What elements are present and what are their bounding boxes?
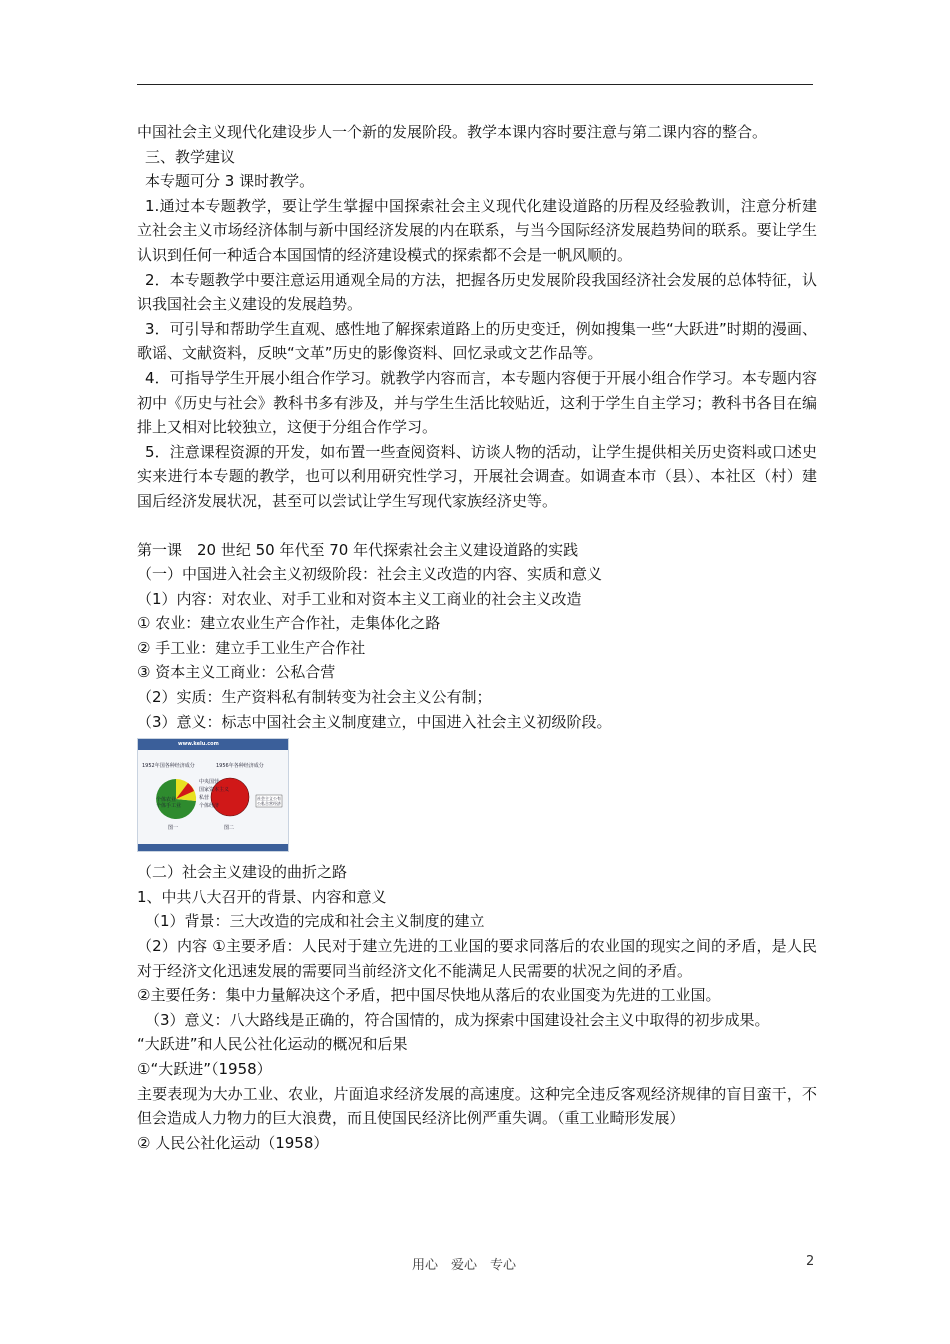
pie1-title: 1952年国各种经济成分 (142, 763, 195, 770)
paragraph: ① 农业：建立农业生产合作社，走集体化之路 (137, 614, 441, 633)
paragraph: ② 人民公社化运动（1958） (137, 1133, 329, 1152)
paragraph: 1.通过本专题教学，要让学生掌握中国探索社会主义现代化建设道路的历程及经验教训，注意分析建立社会主义市场经济体制与新中国经济发展的内在联系，与当今国际经济发展趋势间的联系。要让学生认识到任何一种适合本国国情的经济建设模式的探索都不会是一帆风顺的。 (137, 196, 817, 264)
paragraph: 4．可指导学生开展小组合作学习。就教学内容而言，本专题内容便于开展小组合作学习。本专题内容初中《历史与社会》教科书多有涉及，并与学生生活比较贴近，这利于学生自主学习；教科书各目在编排上又相对比较独立，这便于分组合作学习。 (137, 368, 817, 437)
pie1-legend-item: 国家资本主义 (199, 787, 230, 794)
paragraph: （2）内容 ①主要矛盾：人民对于建立先进的工业国的要求同落后的农业国的现实之间的矛盾，是人民对于经济文化迅速发展的需要同当前经济文化不能满足人民需要的状况之间的矛盾。 (137, 937, 817, 980)
spacer (137, 514, 817, 538)
figure-caption-2: 图二 (224, 825, 235, 832)
lesson-title: 第一课 20 世纪 50 年代至 70 年代探索社会主义建设道路的实践 (137, 540, 579, 559)
footer-motto: 用心 爱心 专心 (412, 1258, 517, 1273)
paragraph: （1）内容：对农业、对手工业和对资本主义工商业的社会主义改造 (137, 589, 582, 608)
section-heading: 三、教学建议 (145, 147, 236, 166)
paragraph: 主要表现为大办工业、农业，片面追求经济发展的高速度。这种完全违反客观经济规律的盲目蛮干，不但会造成人力物力的巨大浪费，而且使国民经济比例严重失调。（重工业畸形发展） (137, 1084, 817, 1128)
paragraph: 1、中共八大召开的背景、内容和意义 (137, 887, 387, 906)
figure-caption-1: 图一 (168, 825, 179, 832)
paragraph: 3．可引导和帮助学生直观、感性地了解探索道路上的历史变迁，例如搜集一些“大跃进”时期的漫画、歌谣、文献资料，反映“文革”历史的影像资料、回忆录或文艺作品等。 (137, 319, 817, 363)
paragraph: （2）实质：生产资料私有制转变为社会主义公有制； (137, 688, 492, 707)
paragraph: ③ 资本主义工商业：公私合营 (137, 663, 336, 682)
economy-pie-figure (137, 738, 289, 852)
document-body (137, 120, 817, 1155)
pie1-legend-item: 个体经济 (199, 803, 220, 810)
figure-bottom-bar (138, 844, 288, 851)
paragraph: “大跃进”和人民公社化运动的概况和后果 (137, 1035, 408, 1054)
paragraph: 中国社会主义现代化建设步人一个新的发展阶段。教学本课内容时要注意与第二课内容的整合。 (137, 123, 768, 141)
page-number: 2 (806, 1254, 815, 1269)
paragraph: （一）中国进入社会主义初级阶段：社会主义改造的内容、实质和意义 (137, 565, 603, 584)
pie1-legend-item: 中央国营 (199, 779, 220, 786)
paragraph: 本专题可分 3 课时教学。 (145, 172, 315, 191)
pie1-label: 个体农业 个体手工业 (156, 797, 182, 810)
paragraph: （3）意义：八大路线是正确的，符合国情的，成为探索中国建设社会主义中取得的初步成果。 (145, 1010, 770, 1029)
paragraph: （3）意义：标志中国社会主义制度建立，中国进入社会主义初级阶段。 (137, 712, 612, 731)
pie1-legend-item: 私营 (199, 795, 210, 802)
paragraph: 5．注意课程资源的开发，如布置一些查阅资料、访谈人物的活动，让学生提供相关历史资料或口述史实来进行本专题的教学，也可以利用研究性学习，开展社会调查。如调查本市（县）、本社区（村）建国后经济发展状况，甚至可以尝试让学生写现代家族经济史等。 (137, 442, 817, 510)
paragraph: 2．本专题教学中要注意运用通观全局的方法，把握各历史发展阶段我国经济社会发展的总体特征，认识我国社会主义建设的发展趋势。 (137, 270, 817, 314)
paragraph: ②主要任务：集中力量解决这个矛盾，把中国尽快地从落后的农业国变为先进的工业国。 (137, 986, 721, 1005)
header-rule (137, 84, 813, 85)
pie2-title: 1956年各种经济成分 (216, 763, 264, 770)
figure-site: www.kelu.com (178, 741, 219, 748)
paragraph: ①“大跃进”（1958） (137, 1060, 272, 1078)
section-heading: （二）社会主义建设的曲折之路 (137, 863, 348, 882)
paragraph: （1）背景：三大改造的完成和社会主义制度的建立 (145, 912, 485, 931)
paragraph: ② 手工业：建立手工业生产合作社 (137, 638, 366, 657)
pie2-legend: 社会主义公有 公私合营经济 (257, 796, 281, 807)
